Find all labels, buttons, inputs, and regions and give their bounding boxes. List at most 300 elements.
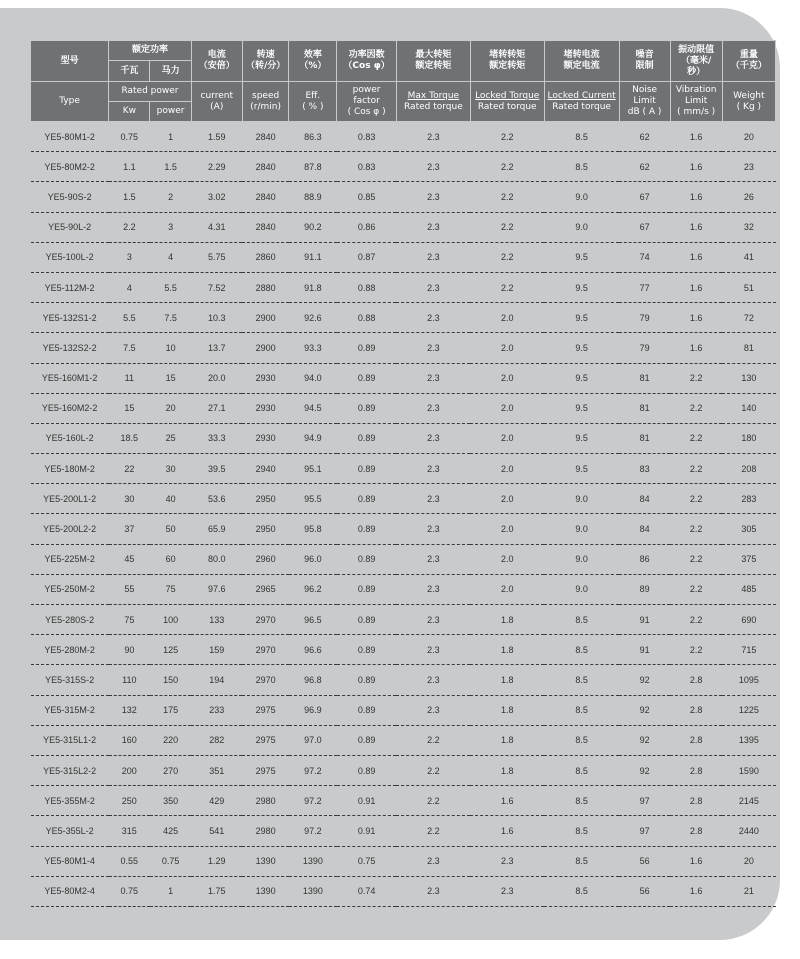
cell-locked-current: 8.5: [544, 605, 619, 635]
cell-eff: 96.2: [289, 574, 337, 604]
locked-torque-top: Locked Torque: [475, 90, 540, 101]
cell-kw: 18.5: [109, 423, 150, 453]
cell-current: 194: [191, 665, 242, 695]
cell-type: YE5-80M1-4: [31, 846, 109, 876]
cell-noise: 97: [619, 816, 670, 846]
cell-weight: 690: [722, 605, 775, 635]
cell-locked-current: 9.0: [544, 514, 619, 544]
cell-vibration: 2.2: [670, 605, 722, 635]
cell-type: YE5-80M2-2: [31, 152, 109, 182]
table-row: [31, 816, 776, 846]
cell-pf: 0.89: [337, 574, 397, 604]
cell-locked-torque: 1.8: [470, 635, 544, 665]
cell-hp: 75: [150, 574, 191, 604]
cell-max-torque: 2.3: [396, 846, 470, 876]
cell-locked-torque: 2.0: [470, 393, 544, 423]
cell-eff: 94.9: [289, 423, 337, 453]
cell-speed: 2930: [242, 363, 289, 393]
cell-type: YE5-355M-2: [31, 786, 109, 816]
cell-locked-torque: 2.2: [470, 212, 544, 242]
cell-type: YE5-315S-2: [31, 665, 109, 695]
cell-kw: 160: [109, 725, 150, 755]
cell-max-torque: 2.3: [396, 393, 470, 423]
cell-max-torque: 2.3: [396, 212, 470, 242]
cell-vibration: 2.8: [670, 816, 722, 846]
cell-noise: 74: [619, 242, 670, 272]
cell-speed: 2970: [242, 665, 289, 695]
cell-eff: 96.0: [289, 544, 337, 574]
cell-eff: 97.2: [289, 816, 337, 846]
cell-max-torque: 2.3: [396, 574, 470, 604]
cell-vibration: 2.8: [670, 786, 722, 816]
cell-current: 2.29: [191, 152, 242, 182]
cell-noise: 89: [619, 574, 670, 604]
header-max-torque-cn: 最大转矩 额定转矩: [396, 41, 470, 82]
cell-weight: 2440: [722, 816, 775, 846]
cell-locked-current: 8.5: [544, 876, 619, 906]
cell-eff: 96.8: [289, 665, 337, 695]
cell-vibration: 1.6: [670, 122, 722, 152]
cell-kw: 250: [109, 786, 150, 816]
cell-max-torque: 2.3: [396, 122, 470, 152]
cell-max-torque: 2.3: [396, 876, 470, 906]
cell-speed: 1390: [242, 846, 289, 876]
cell-speed: 2900: [242, 333, 289, 363]
cell-max-torque: 2.3: [396, 605, 470, 635]
cell-locked-current: 9.5: [544, 242, 619, 272]
cell-max-torque: 2.3: [396, 544, 470, 574]
cell-weight: 140: [722, 393, 775, 423]
cell-speed: 2980: [242, 786, 289, 816]
cell-type: YE5-180M-2: [31, 454, 109, 484]
header-locked-torque-en: [470, 82, 544, 122]
cell-eff: 91.1: [289, 242, 337, 272]
cell-weight: 81: [722, 333, 775, 363]
cell-vibration: 2.8: [670, 725, 722, 755]
cell-locked-current: 9.5: [544, 272, 619, 302]
cell-hp: 50: [150, 514, 191, 544]
cell-max-torque: 2.3: [396, 152, 470, 182]
cell-max-torque: 2.3: [396, 303, 470, 333]
cell-kw: 75: [109, 605, 150, 635]
header-eff-cn: 效率 （%）: [289, 41, 337, 82]
cell-locked-current: 9.0: [544, 484, 619, 514]
header-hp-cn: 马力: [150, 61, 191, 82]
table-row: [31, 423, 776, 453]
cell-noise: 84: [619, 514, 670, 544]
cell-eff: 94.0: [289, 363, 337, 393]
table-row: [31, 544, 776, 574]
cell-weight: 21: [722, 876, 775, 906]
cell-hp: 60: [150, 544, 191, 574]
cell-speed: 2930: [242, 393, 289, 423]
cell-vibration: 2.8: [670, 665, 722, 695]
cell-kw: 132: [109, 695, 150, 725]
header-noise-en: Noise Limit dB ( A ): [619, 82, 670, 122]
cell-locked-current: 8.5: [544, 665, 619, 695]
cell-kw: 37: [109, 514, 150, 544]
cell-noise: 86: [619, 544, 670, 574]
cell-hp: 350: [150, 786, 191, 816]
cell-current: 53.6: [191, 484, 242, 514]
cell-hp: 1: [150, 876, 191, 906]
cell-type: YE5-112M-2: [31, 272, 109, 302]
cell-kw: 90: [109, 635, 150, 665]
table-row: [31, 755, 776, 785]
cell-hp: 220: [150, 725, 191, 755]
cell-noise: 92: [619, 725, 670, 755]
cell-type: YE5-225M-2: [31, 544, 109, 574]
cell-hp: 5.5: [150, 272, 191, 302]
cell-weight: 208: [722, 454, 775, 484]
cell-vibration: 2.2: [670, 635, 722, 665]
cell-noise: 91: [619, 605, 670, 635]
header-type-cn: 型号: [31, 41, 109, 82]
cell-locked-torque: 2.3: [470, 846, 544, 876]
cell-current: 282: [191, 725, 242, 755]
cell-hp: 150: [150, 665, 191, 695]
cell-kw: 45: [109, 544, 150, 574]
cell-hp: 40: [150, 484, 191, 514]
cell-current: 3.02: [191, 182, 242, 212]
header-hp-en: power: [150, 102, 191, 122]
header-weight-cn: 重量 （千克）: [722, 41, 775, 82]
cell-current: 27.1: [191, 393, 242, 423]
cell-locked-current: 9.0: [544, 544, 619, 574]
cell-eff: 90.2: [289, 212, 337, 242]
cell-max-torque: 2.3: [396, 454, 470, 484]
cell-current: 233: [191, 695, 242, 725]
cell-current: 39.5: [191, 454, 242, 484]
cell-noise: 81: [619, 423, 670, 453]
cell-kw: 4: [109, 272, 150, 302]
cell-max-torque: 2.3: [396, 363, 470, 393]
cell-locked-torque: 1.8: [470, 755, 544, 785]
cell-weight: 1095: [722, 665, 775, 695]
cell-weight: 305: [722, 514, 775, 544]
header-locked-current-en: [544, 82, 619, 122]
cell-hp: 30: [150, 454, 191, 484]
cell-locked-current: 9.0: [544, 574, 619, 604]
cell-pf: 0.88: [337, 272, 397, 302]
cell-vibration: 1.6: [670, 242, 722, 272]
cell-noise: 77: [619, 272, 670, 302]
header-rated-power-en: Rated power: [109, 82, 192, 102]
cell-locked-torque: 2.2: [470, 122, 544, 152]
cell-pf: 0.75: [337, 846, 397, 876]
cell-speed: 2940: [242, 454, 289, 484]
cell-weight: 20: [722, 846, 775, 876]
cell-weight: 26: [722, 182, 775, 212]
cell-eff: 95.5: [289, 484, 337, 514]
header-rated-power-cn: 额定功率: [109, 41, 192, 61]
cell-speed: 2950: [242, 514, 289, 544]
cell-weight: 180: [722, 423, 775, 453]
cell-current: 5.75: [191, 242, 242, 272]
cell-vibration: 2.2: [670, 544, 722, 574]
cell-kw: 30: [109, 484, 150, 514]
cell-max-torque: 2.3: [396, 484, 470, 514]
table-row: [31, 363, 776, 393]
cell-locked-current: 9.5: [544, 333, 619, 363]
cell-noise: 62: [619, 122, 670, 152]
cell-weight: 375: [722, 544, 775, 574]
cell-weight: 715: [722, 635, 775, 665]
cell-locked-current: 9.5: [544, 303, 619, 333]
table-row: [31, 182, 776, 212]
cell-weight: 283: [722, 484, 775, 514]
cell-pf: 0.89: [337, 725, 397, 755]
cell-kw: 0.55: [109, 846, 150, 876]
cell-noise: 97: [619, 786, 670, 816]
table-row: [31, 786, 776, 816]
cell-kw: 315: [109, 816, 150, 846]
cell-noise: 56: [619, 846, 670, 876]
cell-locked-current: 8.5: [544, 635, 619, 665]
cell-kw: 5.5: [109, 303, 150, 333]
cell-type: YE5-280S-2: [31, 605, 109, 635]
cell-current: 4.31: [191, 212, 242, 242]
cell-noise: 67: [619, 212, 670, 242]
cell-pf: 0.89: [337, 544, 397, 574]
cell-current: 97.6: [191, 574, 242, 604]
table-row: [31, 725, 776, 755]
cell-weight: 20: [722, 122, 775, 152]
cell-kw: 1.5: [109, 182, 150, 212]
cell-max-torque: 2.3: [396, 242, 470, 272]
cell-speed: 2975: [242, 695, 289, 725]
header-weight-en: Weight ( Kg ): [722, 82, 775, 122]
cell-type: YE5-132S1-2: [31, 303, 109, 333]
cell-max-torque: 2.3: [396, 333, 470, 363]
cell-speed: 2970: [242, 605, 289, 635]
cell-kw: 15: [109, 393, 150, 423]
cell-type: YE5-200L2-2: [31, 514, 109, 544]
cell-pf: 0.91: [337, 816, 397, 846]
cell-locked-torque: 2.0: [470, 423, 544, 453]
cell-pf: 0.89: [337, 514, 397, 544]
header-kw-cn: 千瓦: [109, 61, 150, 82]
table-row: [31, 393, 776, 423]
cell-speed: 2960: [242, 544, 289, 574]
cell-type: YE5-160L-2: [31, 423, 109, 453]
motor-spec-table-container: [30, 40, 776, 907]
cell-type: YE5-80M1-2: [31, 122, 109, 152]
cell-pf: 0.89: [337, 605, 397, 635]
cell-type: YE5-90L-2: [31, 212, 109, 242]
cell-current: 133: [191, 605, 242, 635]
cell-eff: 93.3: [289, 333, 337, 363]
cell-locked-current: 8.5: [544, 786, 619, 816]
cell-current: 159: [191, 635, 242, 665]
cell-locked-current: 9.5: [544, 363, 619, 393]
cell-pf: 0.91: [337, 786, 397, 816]
cell-eff: 95.1: [289, 454, 337, 484]
cell-current: 541: [191, 816, 242, 846]
header-noise-cn: 噪音 限制: [619, 41, 670, 82]
cell-max-torque: 2.2: [396, 786, 470, 816]
cell-eff: 87.8: [289, 152, 337, 182]
cell-locked-current: 8.5: [544, 122, 619, 152]
cell-pf: 0.74: [337, 876, 397, 906]
cell-noise: 56: [619, 876, 670, 906]
cell-hp: 7.5: [150, 303, 191, 333]
cell-kw: 7.5: [109, 333, 150, 363]
cell-locked-current: 9.0: [544, 212, 619, 242]
table-row: [31, 695, 776, 725]
cell-current: 10.3: [191, 303, 242, 333]
cell-locked-torque: 1.6: [470, 816, 544, 846]
cell-vibration: 2.2: [670, 454, 722, 484]
cell-noise: 79: [619, 333, 670, 363]
table-row: [31, 484, 776, 514]
cell-weight: 130: [722, 363, 775, 393]
header-type-en: Type: [31, 82, 109, 122]
cell-type: YE5-132S2-2: [31, 333, 109, 363]
cell-speed: 2980: [242, 816, 289, 846]
cell-weight: 1395: [722, 725, 775, 755]
cell-hp: 2: [150, 182, 191, 212]
cell-current: 13.7: [191, 333, 242, 363]
cell-speed: 2970: [242, 635, 289, 665]
cell-speed: 2965: [242, 574, 289, 604]
table-row: [31, 272, 776, 302]
table-row: [31, 454, 776, 484]
cell-locked-current: 9.5: [544, 393, 619, 423]
header-locked-torque-cn: 堵转转矩 额定转矩: [470, 41, 544, 82]
cell-kw: 3: [109, 242, 150, 272]
cell-max-torque: 2.3: [396, 514, 470, 544]
cell-weight: 485: [722, 574, 775, 604]
cell-eff: 86.3: [289, 122, 337, 152]
cell-current: 1.75: [191, 876, 242, 906]
cell-eff: 88.9: [289, 182, 337, 212]
cell-current: 1.59: [191, 122, 242, 152]
cell-weight: 2145: [722, 786, 775, 816]
cell-hp: 10: [150, 333, 191, 363]
header-pf-cn: 功率因数 （Cos φ）: [337, 41, 397, 82]
cell-max-torque: 2.2: [396, 816, 470, 846]
cell-eff: 96.9: [289, 695, 337, 725]
table-row: [31, 635, 776, 665]
cell-weight: 41: [722, 242, 775, 272]
cell-eff: 97.2: [289, 755, 337, 785]
cell-current: 351: [191, 755, 242, 785]
header-kw-en: Kw: [109, 102, 150, 122]
cell-vibration: 2.8: [670, 695, 722, 725]
cell-current: 20.0: [191, 363, 242, 393]
cell-locked-torque: 1.8: [470, 725, 544, 755]
max-torque-top: Max Torque: [407, 90, 460, 101]
cell-vibration: 1.6: [670, 846, 722, 876]
cell-hp: 1: [150, 122, 191, 152]
cell-pf: 0.89: [337, 635, 397, 665]
cell-vibration: 2.8: [670, 755, 722, 785]
cell-noise: 67: [619, 182, 670, 212]
cell-noise: 83: [619, 454, 670, 484]
cell-pf: 0.89: [337, 423, 397, 453]
cell-type: YE5-80M2-4: [31, 876, 109, 906]
cell-locked-torque: 2.0: [470, 363, 544, 393]
cell-hp: 4: [150, 242, 191, 272]
cell-locked-torque: 2.0: [470, 303, 544, 333]
cell-vibration: 1.6: [670, 272, 722, 302]
header-eff-en: Eff. ( % ): [289, 82, 337, 122]
cell-noise: 84: [619, 484, 670, 514]
cell-type: YE5-160M2-2: [31, 393, 109, 423]
cell-type: YE5-100L-2: [31, 242, 109, 272]
cell-locked-current: 9.5: [544, 423, 619, 453]
cell-hp: 3: [150, 212, 191, 242]
cell-pf: 0.89: [337, 755, 397, 785]
cell-pf: 0.87: [337, 242, 397, 272]
cell-weight: 1590: [722, 755, 775, 785]
cell-speed: 2840: [242, 152, 289, 182]
cell-locked-current: 8.5: [544, 695, 619, 725]
cell-vibration: 1.6: [670, 303, 722, 333]
cell-noise: 81: [619, 393, 670, 423]
cell-locked-torque: 2.0: [470, 574, 544, 604]
cell-locked-torque: 1.8: [470, 665, 544, 695]
cell-locked-current: 8.5: [544, 725, 619, 755]
header-max-torque-en: [396, 82, 470, 122]
cell-eff: 1390: [289, 876, 337, 906]
cell-locked-torque: 1.8: [470, 605, 544, 635]
cell-locked-torque: 2.0: [470, 544, 544, 574]
cell-pf: 0.86: [337, 212, 397, 242]
cell-pf: 0.89: [337, 363, 397, 393]
cell-hp: 125: [150, 635, 191, 665]
cell-pf: 0.89: [337, 454, 397, 484]
cell-speed: 1390: [242, 876, 289, 906]
cell-type: YE5-315L2-2: [31, 755, 109, 785]
cell-kw: 110: [109, 665, 150, 695]
cell-vibration: 2.2: [670, 574, 722, 604]
cell-current: 33.3: [191, 423, 242, 453]
cell-pf: 0.89: [337, 695, 397, 725]
cell-locked-current: 8.5: [544, 816, 619, 846]
cell-weight: 72: [722, 303, 775, 333]
cell-hp: 425: [150, 816, 191, 846]
cell-vibration: 1.6: [670, 333, 722, 363]
cell-pf: 0.89: [337, 393, 397, 423]
cell-eff: 92.6: [289, 303, 337, 333]
cell-hp: 20: [150, 393, 191, 423]
cell-vibration: 1.6: [670, 876, 722, 906]
cell-eff: 94.5: [289, 393, 337, 423]
table-row: [31, 333, 776, 363]
cell-speed: 2840: [242, 182, 289, 212]
locked-current-top: Locked Current: [547, 90, 616, 101]
cell-eff: 97.0: [289, 725, 337, 755]
cell-current: 7.52: [191, 272, 242, 302]
cell-current: 65.9: [191, 514, 242, 544]
cell-locked-torque: 1.8: [470, 695, 544, 725]
table-row: [31, 665, 776, 695]
locked-current-bottom: Rated torque: [552, 101, 611, 112]
cell-type: YE5-355L-2: [31, 816, 109, 846]
cell-locked-torque: 2.3: [470, 876, 544, 906]
cell-weight: 1225: [722, 695, 775, 725]
cell-max-torque: 2.3: [396, 635, 470, 665]
cell-locked-torque: 2.2: [470, 182, 544, 212]
cell-max-torque: 2.3: [396, 665, 470, 695]
cell-speed: 2975: [242, 725, 289, 755]
cell-type: YE5-280M-2: [31, 635, 109, 665]
cell-locked-torque: 2.0: [470, 333, 544, 363]
cell-weight: 23: [722, 152, 775, 182]
cell-eff: 1390: [289, 846, 337, 876]
